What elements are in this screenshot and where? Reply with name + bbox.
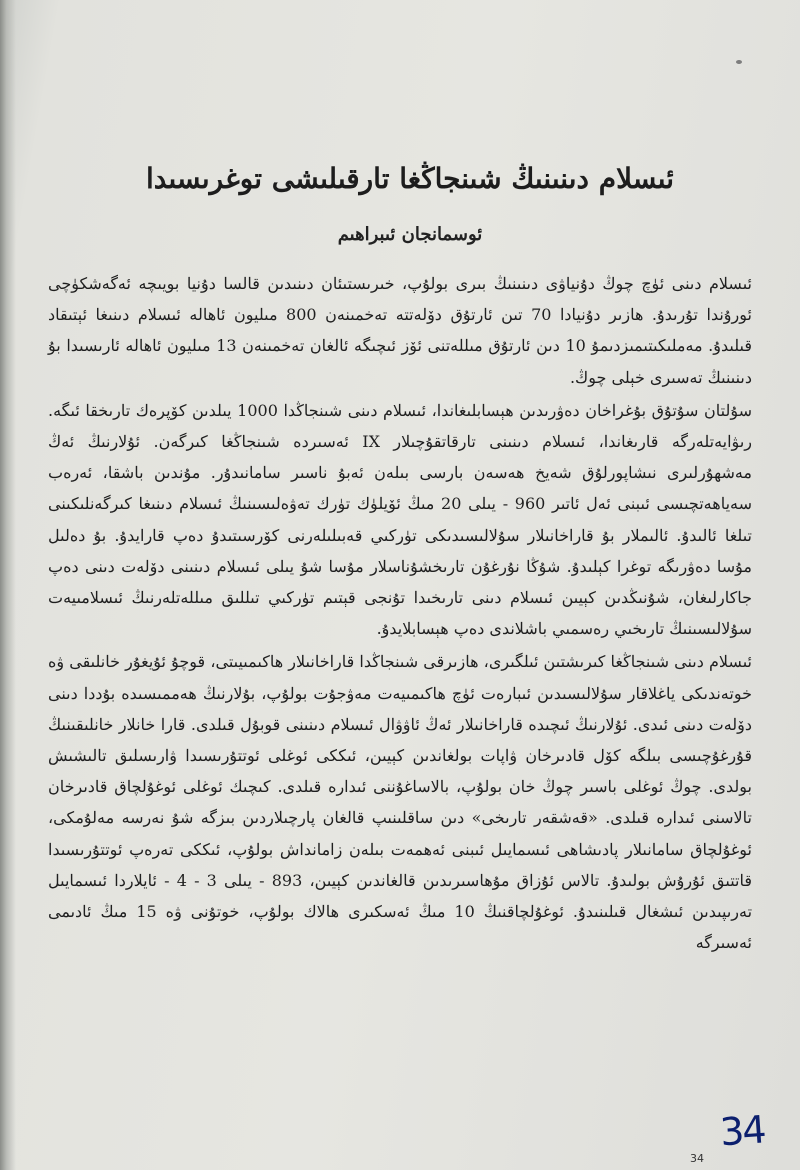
paragraph: سۇلتان سۇتۇق بۇغراخان دەۋرىدىن ھېسابلىغاندا، ئىسلام دىنى شىنجاڭدا 1000 يىلدىن كۆپرەك تارىخقا ئىگە. رىۋايەتلەرگە قارىغاندا، ئىسلام دىنىنى تارقاتقۇچىلار IX ئەسىردە شىنجاڭغا كىرگەن. ئۇلارنىڭ ئەڭ مەشھۇرلىرى نىشاپورلۇق شەيخ ھەسەن بارسى بىلەن ئەبۇ ناسىر سامانىدۇر. مۇندىن باشقا، ئەرەب سەياھەتچىسى ئىبنى ئەل ئاتىر 960 - يىلى 20 مىڭ ئۆيلۈك تۈرك تەۋەلىسىنىڭ ئىسلام دىنىغا كىرگەنلىكىنى تىلغا ئالىدۇ. ئالىملار بۇ قاراخانىلار سۇلالىسىدىكى تۈركىي قەبىلىلەرنى كۆرسىتىدۇ دەپ قارايدۇ. بۇ دەلىل مۇسا دەۋرىگە توغرا كېلىدۇ. شۇڭا نۇرغۇن تارىخشۇناسلار مۇسا شۇ يىلى ئىسلام دىنىنى دۆلەت دىنى دەپ جاكارلىغان، شۇنىڭدىن كېيىن ئىسلام دىنى تارىخىدا تۇنجى قېتىم تۈركىي تىللىق مىللەتلەرنىڭ ئىسلامىيەت سۇلالىسىنىڭ تارىخىي رەسمىي باشلاندى دەپ ھېسابلايدۇ. (48, 400, 753, 639)
paragraph: ئىسلام دىنى ئۈچ چوڭ دۇنياۋى دىنىنىڭ بىرى بولۇپ، خىرىستىئان دىنىدىن قالسا دۇنيا بويىچە ئەگەشكۈچى ئورۇندا تۇرىدۇ. ھازىر دۇنيادا 70 تىن ئارتۇق دۆلەتتە تەخمىنەن 800 مىليون ئاھالە ئىسلام دىنىغا ئېتىقاد قىلىدۇ. مەملىكىتىمىزدىمۇ 10 دىن ئارتۇق مىللەتنى ئۆز ئىچىگە ئالغان تەخمىنەن 13 مىليون ئاھالە ئارىسىدا بۇ دىنىنىڭ تەسىرى خېلى چوڭ. (48, 274, 752, 387)
article-title: ئىسلام دىنىنىڭ شىنجاڭغا تارقىلىشى توغرىسىدا (145, 162, 674, 195)
paragraph: ئىسلام دىنى شىنجاڭغا كىرىشتىن ئىلگىرى، ھازىرقى شىنجاڭدا قاراخانىلار ھاكىمىيىتى، قوچۇ ئۇيغۇر خانلىقى ۋە خوتەندىكى ياغلاقار سۇلالىسىدىن ئىبارەت ئۈچ ھاكىمىيەت مەۋجۇت بولۇپ، بۇلارنىڭ ھەممىسىدە بۇددا دىنى دۆلەت دىنى ئىدى. ئۇلارنىڭ ئىچىدە قاراخانىلار ئەڭ ئاۋۋال ئىسلام دىنىنى قوبۇل قىلدى. قارا خانلار خانلىقىنىڭ قۇرغۇچىسى بىلگە كۆل قادىرخان ۋاپات بولغاندىن كېيىن، ئىككى ئوغلى ئوتتۇرىسىدا ۋارىسلىق تالىشىش بولدى. چوڭ ئوغلى باسىر چوڭ خان بولۇپ، بالاساغۇننى ئىدارە قىلدى. كىچىك ئوغلى ئوغۇلچاق قادىرخان تالاسنى ئىدارە قىلدى. «قەشقەر تارىخى» دىن ساقلىنىپ قالغان پارچىلاردىن بىزگە شۇ نەرسە مەلۇمكى، ئوغۇلچاق سامانىلار پادىشاھى ئىسمايىل ئىبنى ئەھمەت بىلەن زامانداش بولۇپ، ئىككى تەرەپ ئوتتۇرىسىدا قاتتىق ئۇرۇش بولىدۇ. تالاس ئۇزاق مۇھاسىرىدىن قالغاندىن كېيىن، 893 - يىلى 3 - 4 - ئايلاردا ئىسمايىل تەرىپىدىن ئىشغال قىلىنىدۇ. ئوغۇلچاقنىڭ 10 مىڭ ئەسكىرى ھالاك بولۇپ، خوتۇنى ۋە 15 مىڭ ئادىمى ئەسىرگە (48, 652, 753, 953)
page-edge-shadow (0, 0, 16, 1170)
article-body (48, 268, 752, 958)
author-name: ئوسمانجان ئىبراھىم (337, 224, 483, 245)
handwritten-page-number: 34 (718, 1107, 766, 1155)
paper-speck (736, 60, 742, 64)
printed-page-number: 34 (690, 1152, 704, 1165)
